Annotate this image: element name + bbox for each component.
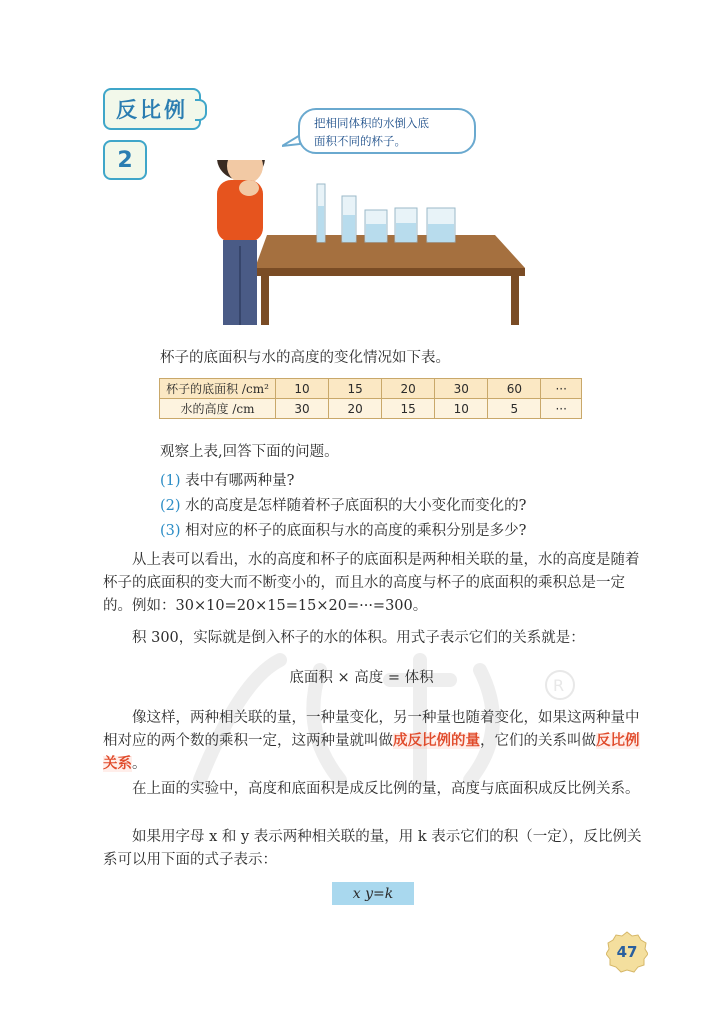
table-cell: 5 bbox=[488, 399, 541, 419]
table-cell: ··· bbox=[541, 379, 582, 399]
lesson-title: 反比例 bbox=[116, 98, 188, 122]
question-number: (2) bbox=[160, 498, 181, 514]
data-table bbox=[159, 378, 582, 419]
speech-bubble bbox=[298, 108, 476, 154]
table-cell: 30 bbox=[276, 399, 329, 419]
page-number: 47 bbox=[616, 943, 638, 961]
table-cell: 10 bbox=[435, 399, 488, 419]
speech-bubble-line-2: 面积不同的杯子。 bbox=[314, 134, 406, 148]
question-text: 表中有哪两种量? bbox=[185, 473, 295, 489]
table-cell: 60 bbox=[488, 379, 541, 399]
row-header-water-height: 水的高度 /cm bbox=[160, 399, 276, 419]
table-cell: 20 bbox=[382, 379, 435, 399]
question-text: 水的高度是怎样随着杯子底面积的大小变化而变化的? bbox=[185, 498, 527, 514]
paragraph-definition bbox=[103, 707, 643, 776]
question-text: 相对应的杯子的底面积与水的高度的乘积分别是多少? bbox=[185, 523, 527, 539]
table-cell: ··· bbox=[541, 399, 582, 419]
definition-text-c: 。 bbox=[132, 756, 147, 772]
table-caption: 杯子的底面积与水的高度的变化情况如下表。 bbox=[160, 350, 450, 366]
table-cell: 10 bbox=[276, 379, 329, 399]
paragraph-volume: 积 300，实际就是倒入杯子的水的体积。用式子表示它们的关系就是： bbox=[132, 630, 585, 646]
table-cell: 15 bbox=[329, 379, 382, 399]
table-row bbox=[160, 399, 582, 419]
example-number: 2 bbox=[117, 147, 133, 173]
table-cell: 15 bbox=[382, 399, 435, 419]
paragraph-experiment-conclusion: 在上面的实验中，高度和底面积是成反比例的量，高度与底面积成反比例关系。 bbox=[132, 781, 640, 797]
table-cell: 30 bbox=[435, 379, 488, 399]
paragraph-letter-notation: 如果用字母 x 和 y 表示两种相关联的量，用 k 表示它们的积（一定），反比例关系可以用下面的式子表示： bbox=[103, 829, 642, 868]
table-row bbox=[160, 379, 582, 399]
question-2 bbox=[160, 494, 526, 515]
term-inverse-proportional-quantities: 成反比例的量 bbox=[393, 733, 480, 749]
table-cell: 20 bbox=[329, 399, 382, 419]
experiment-illustration bbox=[205, 160, 535, 325]
question-number: (1) bbox=[160, 473, 181, 489]
definition-text-a: 像这样，两种相关联的量，一种量变化，另一种量也随着变化，如果这两种量中相对应的两个数的乘积一定，这两种量就叫做 bbox=[103, 710, 640, 749]
question-number: (3) bbox=[160, 523, 181, 539]
term-inverse-proportion-relation: 反比例关系 bbox=[103, 733, 640, 772]
svg-text:R: R bbox=[553, 676, 565, 695]
speech-bubble-line-1: 把相同体积的水倒入底 bbox=[314, 116, 429, 130]
question-1 bbox=[160, 469, 294, 490]
example-number-badge bbox=[103, 140, 147, 180]
inverse-proportion-formula: x y=k bbox=[332, 882, 414, 905]
relation-formula: 底面积 × 高度 = 体积 bbox=[289, 670, 434, 686]
paragraph-explanation: 从上表可以看出，水的高度和杯子的底面积是两种相关联的量，水的高度是随着杯子的底面积的变大而不断变小的，而且水的高度与杯子的底面积的乘积总是一定的。例如：30×10=20×15=15×20=···=300。 bbox=[103, 552, 640, 614]
definition-text-b: ，它们的关系叫做 bbox=[480, 733, 596, 749]
row-header-base-area: 杯子的底面积 /cm² bbox=[160, 379, 276, 399]
question-3 bbox=[160, 519, 526, 540]
lesson-title-badge bbox=[103, 88, 201, 130]
observe-instruction: 观察上表,回答下面的问题。 bbox=[160, 444, 339, 460]
